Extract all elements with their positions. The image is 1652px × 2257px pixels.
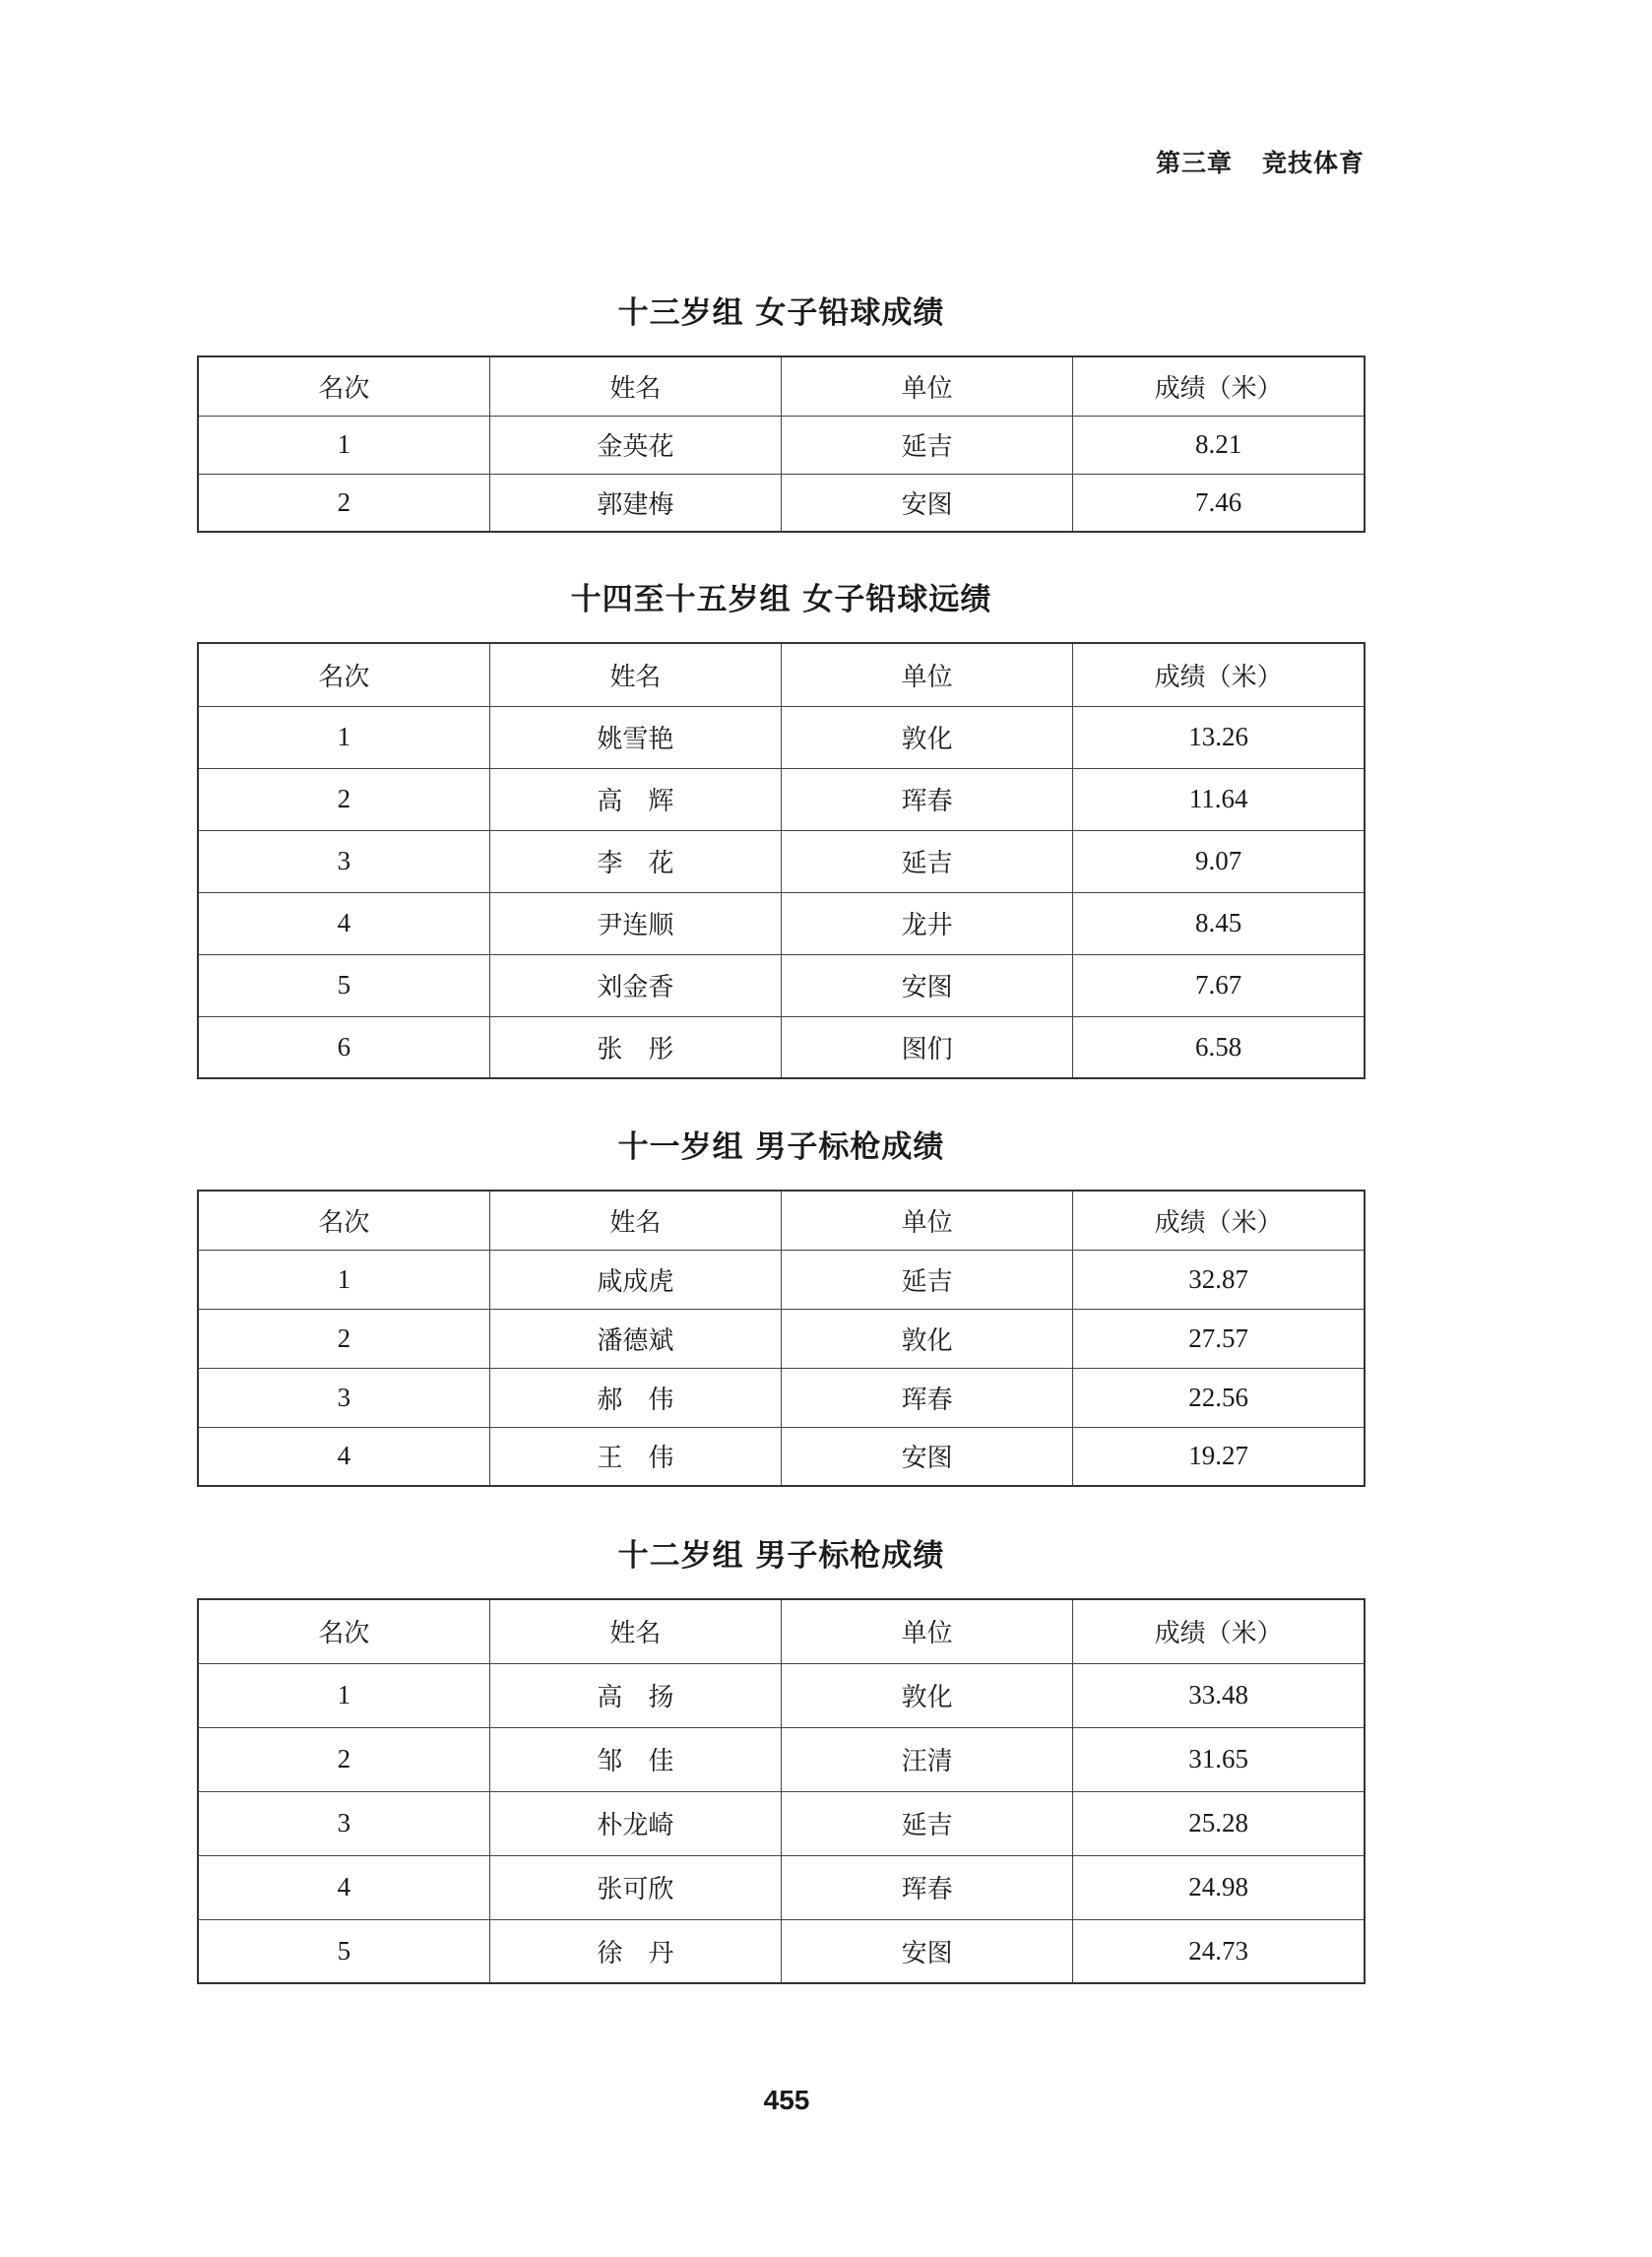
unit-cell: 安图 (782, 954, 1073, 1016)
table-row (198, 1368, 1365, 1427)
result-cell: 11.64 (1073, 768, 1365, 830)
column-header: 姓名 (489, 356, 781, 416)
result-cell: 25.28 (1073, 1791, 1365, 1855)
unit-cell: 敦化 (782, 1309, 1073, 1368)
result-cell: 13.26 (1073, 706, 1365, 768)
rank-cell: 2 (198, 768, 489, 830)
result-cell: 9.07 (1073, 830, 1365, 892)
name-cell: 潘德斌 (489, 1309, 781, 1368)
rank-cell: 4 (198, 1427, 489, 1486)
section-label: 竞技体育 (1261, 149, 1365, 177)
table-row (198, 1791, 1365, 1855)
result-cell: 24.73 (1073, 1919, 1365, 1983)
rank-cell: 6 (198, 1016, 489, 1078)
name-cell: 邹 佳 (489, 1727, 781, 1791)
result-cell: 7.67 (1073, 954, 1365, 1016)
result-cell: 32.87 (1073, 1250, 1365, 1309)
rank-cell: 2 (198, 474, 489, 532)
result-cell: 22.56 (1073, 1368, 1365, 1427)
result-cell: 8.21 (1073, 416, 1365, 474)
name-cell: 朴龙崎 (489, 1791, 781, 1855)
table-header-row (198, 1191, 1365, 1250)
result-cell: 8.45 (1073, 892, 1365, 954)
rank-cell: 5 (198, 1919, 489, 1983)
results-table (197, 355, 1366, 533)
unit-cell: 延吉 (782, 1791, 1073, 1855)
chapter-label: 第三章 (1155, 149, 1233, 177)
rank-cell: 3 (198, 1368, 489, 1427)
unit-cell: 敦化 (782, 1663, 1073, 1727)
column-header: 名次 (198, 1599, 489, 1663)
result-cell: 33.48 (1073, 1663, 1365, 1727)
unit-cell: 延吉 (782, 416, 1073, 474)
table-header-row (198, 1599, 1365, 1663)
column-header: 单位 (782, 1191, 1073, 1250)
column-header: 成绩（米） (1073, 1191, 1365, 1250)
column-header: 单位 (782, 1599, 1073, 1663)
unit-cell: 延吉 (782, 830, 1073, 892)
name-cell: 张 彤 (489, 1016, 781, 1078)
result-cell: 31.65 (1073, 1727, 1365, 1791)
unit-cell: 珲春 (782, 1368, 1073, 1427)
table-row (198, 892, 1365, 954)
rank-cell: 5 (198, 954, 489, 1016)
unit-cell: 珲春 (782, 1855, 1073, 1919)
unit-cell: 延吉 (782, 1250, 1073, 1309)
page-number: 455 (763, 2085, 810, 2115)
table-row (198, 706, 1365, 768)
name-cell: 刘金香 (489, 954, 781, 1016)
name-cell: 王 伟 (489, 1427, 781, 1486)
table-row (198, 1309, 1365, 1368)
column-header: 成绩（米） (1073, 1599, 1365, 1663)
result-cell: 6.58 (1073, 1016, 1365, 1078)
results-table (197, 1598, 1366, 1984)
table-row (198, 416, 1365, 474)
table-row (198, 1427, 1365, 1486)
table-title: 十一岁组 男子标枪成绩 (617, 1129, 945, 1165)
name-cell: 姚雪艳 (489, 706, 781, 768)
name-cell: 郭建梅 (489, 474, 781, 532)
rank-cell: 1 (198, 1250, 489, 1309)
column-header: 名次 (198, 356, 489, 416)
table-row (198, 768, 1365, 830)
column-header: 姓名 (489, 1599, 781, 1663)
table-row (198, 1016, 1365, 1078)
rank-cell: 3 (198, 830, 489, 892)
table-row (198, 1855, 1365, 1919)
rank-cell: 3 (198, 1791, 489, 1855)
column-header: 名次 (198, 643, 489, 706)
rank-cell: 1 (198, 1663, 489, 1727)
unit-cell: 龙井 (782, 892, 1073, 954)
column-header: 成绩（米） (1073, 643, 1365, 706)
table-row (198, 830, 1365, 892)
name-cell: 高 辉 (489, 768, 781, 830)
table-title: 十二岁组 男子标枪成绩 (617, 1538, 945, 1574)
table-row (198, 954, 1365, 1016)
running-header (1156, 144, 1365, 179)
table-header-row (198, 356, 1365, 416)
column-header: 单位 (782, 643, 1073, 706)
results-section (197, 1123, 1366, 1487)
rank-cell: 1 (198, 416, 489, 474)
unit-cell: 安图 (782, 474, 1073, 532)
rank-cell: 1 (198, 706, 489, 768)
table-title: 十四至十五岁组 女子铅球远绩 (570, 582, 992, 617)
result-cell: 7.46 (1073, 474, 1365, 532)
unit-cell: 敦化 (782, 706, 1073, 768)
results-table (197, 1190, 1366, 1487)
results-section (197, 1531, 1366, 1984)
results-section (197, 289, 1366, 533)
table-row (198, 1663, 1365, 1727)
name-cell: 尹连顺 (489, 892, 781, 954)
unit-cell: 安图 (782, 1427, 1073, 1486)
table-header-row (198, 643, 1365, 706)
name-cell: 张可欣 (489, 1855, 781, 1919)
rank-cell: 4 (198, 1855, 489, 1919)
name-cell: 金英花 (489, 416, 781, 474)
column-header: 姓名 (489, 1191, 781, 1250)
name-cell: 徐 丹 (489, 1919, 781, 1983)
table-row (198, 1727, 1365, 1791)
column-header: 成绩（米） (1073, 356, 1365, 416)
table-row (198, 1919, 1365, 1983)
results-table (197, 642, 1366, 1079)
table-row (198, 474, 1365, 532)
name-cell: 咸成虎 (489, 1250, 781, 1309)
rank-cell: 2 (198, 1727, 489, 1791)
result-cell: 19.27 (1073, 1427, 1365, 1486)
rank-cell: 4 (198, 892, 489, 954)
column-header: 姓名 (489, 643, 781, 706)
results-section (197, 575, 1366, 1079)
rank-cell: 2 (198, 1309, 489, 1368)
table-row (198, 1250, 1365, 1309)
column-header: 名次 (198, 1191, 489, 1250)
column-header: 单位 (782, 356, 1073, 416)
unit-cell: 汪清 (782, 1727, 1073, 1791)
unit-cell: 珲春 (782, 768, 1073, 830)
table-title: 十三岁组 女子铅球成绩 (617, 295, 945, 331)
name-cell: 高 扬 (489, 1663, 781, 1727)
result-cell: 27.57 (1073, 1309, 1365, 1368)
name-cell: 郝 伟 (489, 1368, 781, 1427)
name-cell: 李 花 (489, 830, 781, 892)
unit-cell: 安图 (782, 1919, 1073, 1983)
unit-cell: 图们 (782, 1016, 1073, 1078)
result-cell: 24.98 (1073, 1855, 1365, 1919)
